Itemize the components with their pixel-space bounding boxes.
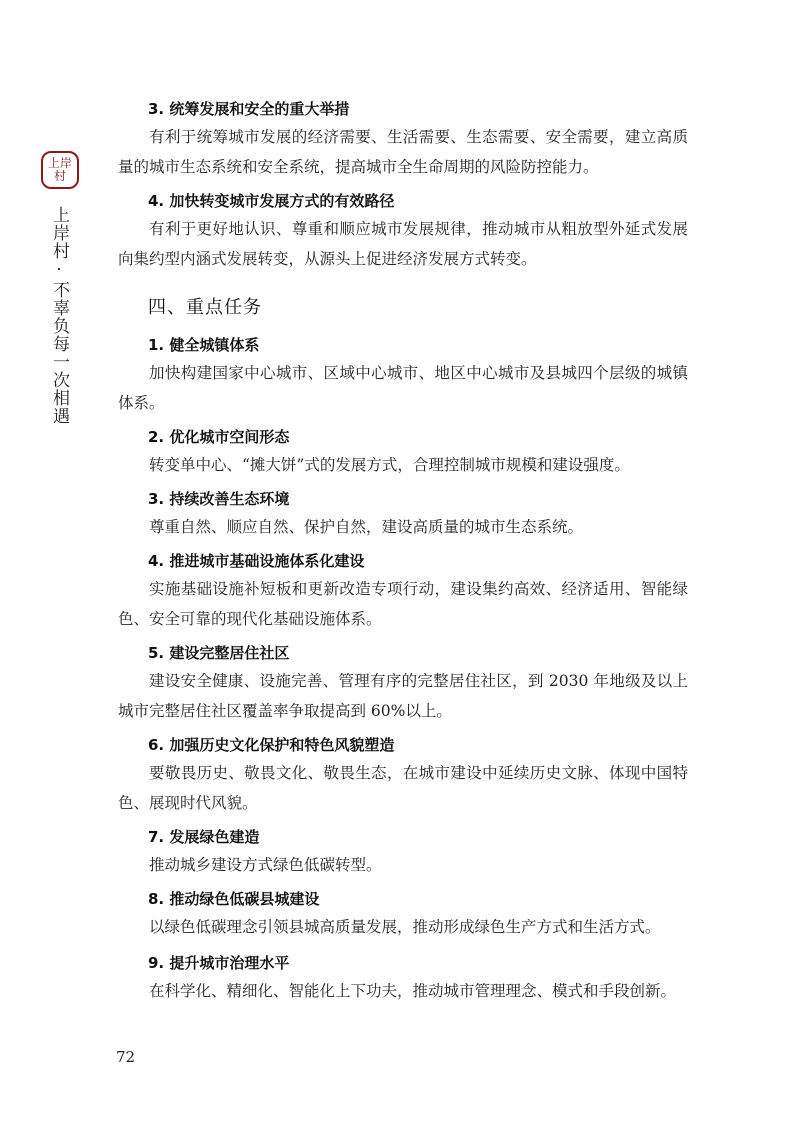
task-paragraph: 以绿色低碳理念引领县城高质量发展，推动形成绿色生产方式和生活方式。: [149, 918, 661, 936]
task-paragraph: 要敬畏历史、敬畏文化、敬畏生态，在城市建设中延续历史文脉、体现中国特色、展现时代风貌。: [118, 764, 688, 812]
task-block: [118, 950, 688, 1006]
section-title: 四、重点任务: [148, 297, 262, 318]
task-heading: 7. 发展绿色建造: [148, 828, 260, 846]
task-block: [118, 424, 688, 480]
task-heading: 9. 提升城市治理水平: [148, 954, 290, 972]
logo-line-2: 村: [53, 169, 66, 183]
task-heading: 5. 建设完整居住社区: [148, 644, 290, 662]
task-block: [118, 732, 688, 818]
task-block: [118, 548, 688, 634]
task-paragraph: 建设安全健康、设施完善、管理有序的完整居住社区，到 2030 年地级及以上城市完整居住社区覆盖率争取提高到 60%以上。: [118, 672, 688, 720]
task-paragraph: 推动城乡建设方式绿色低碳转型。: [149, 856, 382, 874]
task-paragraph: 转变单中心、“摊大饼”式的发展方式，合理控制城市规模和建设强度。: [149, 456, 630, 474]
task-block: [118, 824, 688, 880]
task-heading: 1. 健全城镇体系: [148, 336, 260, 354]
side-slogan: 上岸村·不辜负每一次相遇: [49, 206, 69, 425]
task-block: [118, 332, 688, 418]
task-heading: 8. 推动绿色低碳县城建设: [148, 890, 320, 908]
item-block: [118, 188, 688, 274]
task-paragraph: 在科学化、精细化、智能化上下功夫，推动城市管理理念、模式和手段创新。: [149, 982, 677, 1000]
task-heading: 3. 持续改善生态环境: [148, 490, 290, 508]
task-block: [118, 486, 688, 542]
task-paragraph: 加快构建国家中心城市、区域中心城市、地区中心城市及县城四个层级的城镇体系。: [118, 364, 688, 412]
item-block: [118, 96, 688, 182]
item-heading: 4. 加快转变城市发展方式的有效路径: [148, 192, 395, 210]
item-paragraph: 有利于更好地认识、尊重和顺应城市发展规律，推动城市从粗放型外延式发展向集约型内涵式发展转变，从源头上促进经济发展方式转变。: [118, 220, 688, 268]
logo-text: [40, 150, 80, 190]
item-heading: 3. 统筹发展和安全的重大举措: [148, 100, 350, 118]
task-heading: 2. 优化城市空间形态: [148, 428, 290, 446]
page-number: 72: [116, 1048, 136, 1066]
logo-line-1: 上岸: [47, 156, 72, 170]
task-paragraph: 尊重自然、顺应自然、保护自然，建设高质量的城市生态系统。: [149, 518, 584, 536]
task-heading: 4. 推进城市基础设施体系化建设: [148, 552, 365, 570]
task-heading: 6. 加强历史文化保护和特色风貌塑造: [148, 736, 395, 754]
logo-seal: [40, 150, 80, 190]
task-paragraph: 实施基础设施补短板和更新改造专项行动，建设集约高效、经济适用、智能绿色、安全可靠的现代化基础设施体系。: [118, 580, 688, 628]
task-block: [118, 886, 688, 942]
task-block: [118, 640, 688, 726]
item-paragraph: 有利于统筹城市发展的经济需要、生活需要、生态需要、安全需要，建立高质量的城市生态系统和安全系统，提高城市全生命周期的风险防控能力。: [118, 128, 688, 176]
